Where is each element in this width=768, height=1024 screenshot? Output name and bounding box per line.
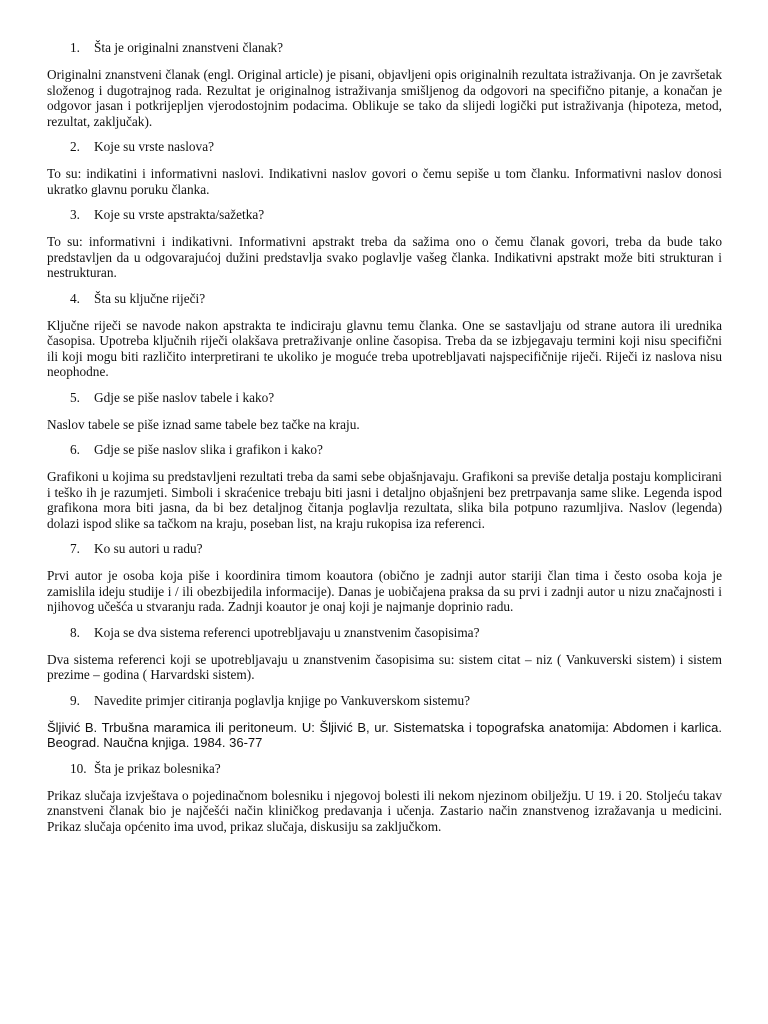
answer-10: Prikaz slučaja izvještava o pojedinačnom bolesniku i njegovoj bolesti ili nekom njezinom obilježju. U 19. i 20. Stoljeću takav znanstveni članak bio je najčešći način kliničkog predavanja i učenja. Zastario način znanstvenog izražavanja u medicini. Prikaz slučaja općenito ima uvod, prikaz slučaja, diskusiju sa zaključkom. xyxy=(47,787,722,834)
qa-item-7 xyxy=(47,541,722,615)
qa-item-8 xyxy=(47,625,722,683)
question-1 xyxy=(47,40,722,56)
answer-3: To su: informativni i indikativni. Informativni apstrakt treba da sažima ono o čemu članak govori, treba da bude tako predstavljen da u odgovarajućoj dužini predstavlja svako poglavlje vašeg članka. Indikativni apstrakt može biti strukturan i nestrukturan. xyxy=(47,234,722,280)
question-text: Koje su vrste apstrakta/sažetka? xyxy=(94,207,265,222)
question-number: 9. xyxy=(70,692,80,708)
answer-2: To su: indikatini i informativni naslovi. Indikativni naslov govori o čemu sepiše u tom članku. Informativni naslov donosi ukratko glavnu poruku članka. xyxy=(47,166,722,197)
question-text: Gdje se piše naslov slika i grafikon i kako? xyxy=(94,442,323,457)
question-4 xyxy=(47,291,722,307)
question-text: Navedite primjer citiranja poglavlja knjige po Vankuverskom sistemu? xyxy=(94,692,471,708)
question-8 xyxy=(47,625,722,641)
answer-1: Originalni znanstveni članak (engl. Original article) je pisani, objavljeni opis originalnih rezultata istraživanja. On je završetak složenog i dugotrajnog rada. Rezultat je originalnog istraživanja smišljenog da odgovori na specifično pitanje, a konačan je odgovor jasan i potkrijepljen vjerodostojnim podacima. Oblikuje se tako da slijedi logički put istraživanja (hipoteza, metod, rezultat, zaključak). xyxy=(47,67,722,129)
question-text: Koja se dva sistema referenci upotrebljavaju u znanstvenim časopisima? xyxy=(94,624,480,640)
question-10 xyxy=(47,761,722,777)
qa-item-9 xyxy=(47,693,722,751)
qa-item-4 xyxy=(47,291,722,380)
question-number: 5. xyxy=(70,389,80,405)
answer-5: Naslov tabele se piše iznad same tabele bez tačke na kraju. xyxy=(47,416,360,432)
question-text: Šta je originalni znanstveni članak? xyxy=(94,40,284,55)
question-text: Šta je prikaz bolesnika? xyxy=(94,760,221,776)
question-number: 8. xyxy=(70,624,80,640)
answer-7: Prvi autor je osoba koja piše i koordinira timom koautora (obično je zadnji autor stariji član tima i često osoba koja je zamislila ideju studije i / ili obezbijedila informacije). Danas je uobičajena praksa da su prvi i zadnji autor u nizu značajnosti i njihovog učešća u stvaranju rada. Zadnji koautor je onaj koji je najmanje doprinio radu. xyxy=(47,568,722,614)
question-5 xyxy=(47,390,722,406)
qa-item-10 xyxy=(47,761,722,835)
qa-item-3 xyxy=(47,207,722,281)
answer-8: Dva sistema referenci koji se upotrebljavaju u znanstvenim časopisima su: sistem citat – niz ( Vankuverski sistem) i sistem prezime – godina ( Harvardski sistem). xyxy=(47,651,722,682)
question-9 xyxy=(47,693,722,709)
question-text: Koje su vrste naslova? xyxy=(94,139,215,154)
question-number: 2. xyxy=(70,139,80,154)
qa-item-5 xyxy=(47,390,722,433)
question-2 xyxy=(47,139,722,155)
question-text: Ko su autori u radu? xyxy=(94,541,203,556)
qa-item-2 xyxy=(47,139,722,197)
answer-4: Ključne riječi se navode nakon apstrakta te indiciraju glavnu temu članka. One se sastavljaju od strane autora ili urednika časopisa. Upotreba ključnih riječi olakšava pretraživanje online časopisa. Treba da se izbjegavaju termini koji nisu specifični ili koji mogu biti različito interpretirani te ukoliko je moguće treba upotrebljavati najspecifičnije riječi. Riječi iz naslova nisu neophodne. xyxy=(47,317,722,379)
question-7 xyxy=(47,541,722,557)
question-number: 4. xyxy=(70,290,80,306)
question-text: Gdje se piše naslov tabele i kako? xyxy=(94,389,275,405)
question-text: Šta su ključne riječi? xyxy=(94,290,206,306)
answer-6: Grafikoni u kojima su predstavljeni rezultati treba da sami sebe objašnjavaju. Grafikoni sa previše detalja postaju komplicirani i teško ih je razumjeti. Simboli i skraćenice trebaju biti jasni i detaljno objašnjeni bez pretrpavanja same slike. Legenda ispod grafikona mora biti jasna, da bi bez detaljnog čitanja poglavlja rezultata, slika bila potpuno razumljiva. Naslov (legenda) dolazi ispod slike sa tačkom na kraju, poseban list, na kraju rukopisa iza referenci. xyxy=(47,469,722,531)
qa-item-6 xyxy=(47,442,722,531)
question-number: 7. xyxy=(70,541,80,556)
question-number: 6. xyxy=(70,442,80,457)
qa-item-1 xyxy=(47,40,722,129)
question-3 xyxy=(47,207,722,223)
answer-9: Šljivić B. Trbušna maramica ili peritoneum. U: Šljivić B, ur. Sistematska i topografska anatomija: Abdomen i karlica. Beograd. Naučna knjiga. 1984. 36-77 xyxy=(47,719,722,750)
question-number: 3. xyxy=(70,207,80,222)
question-6 xyxy=(47,442,722,458)
question-number: 1. xyxy=(70,40,80,55)
question-number: 10. xyxy=(70,760,87,776)
